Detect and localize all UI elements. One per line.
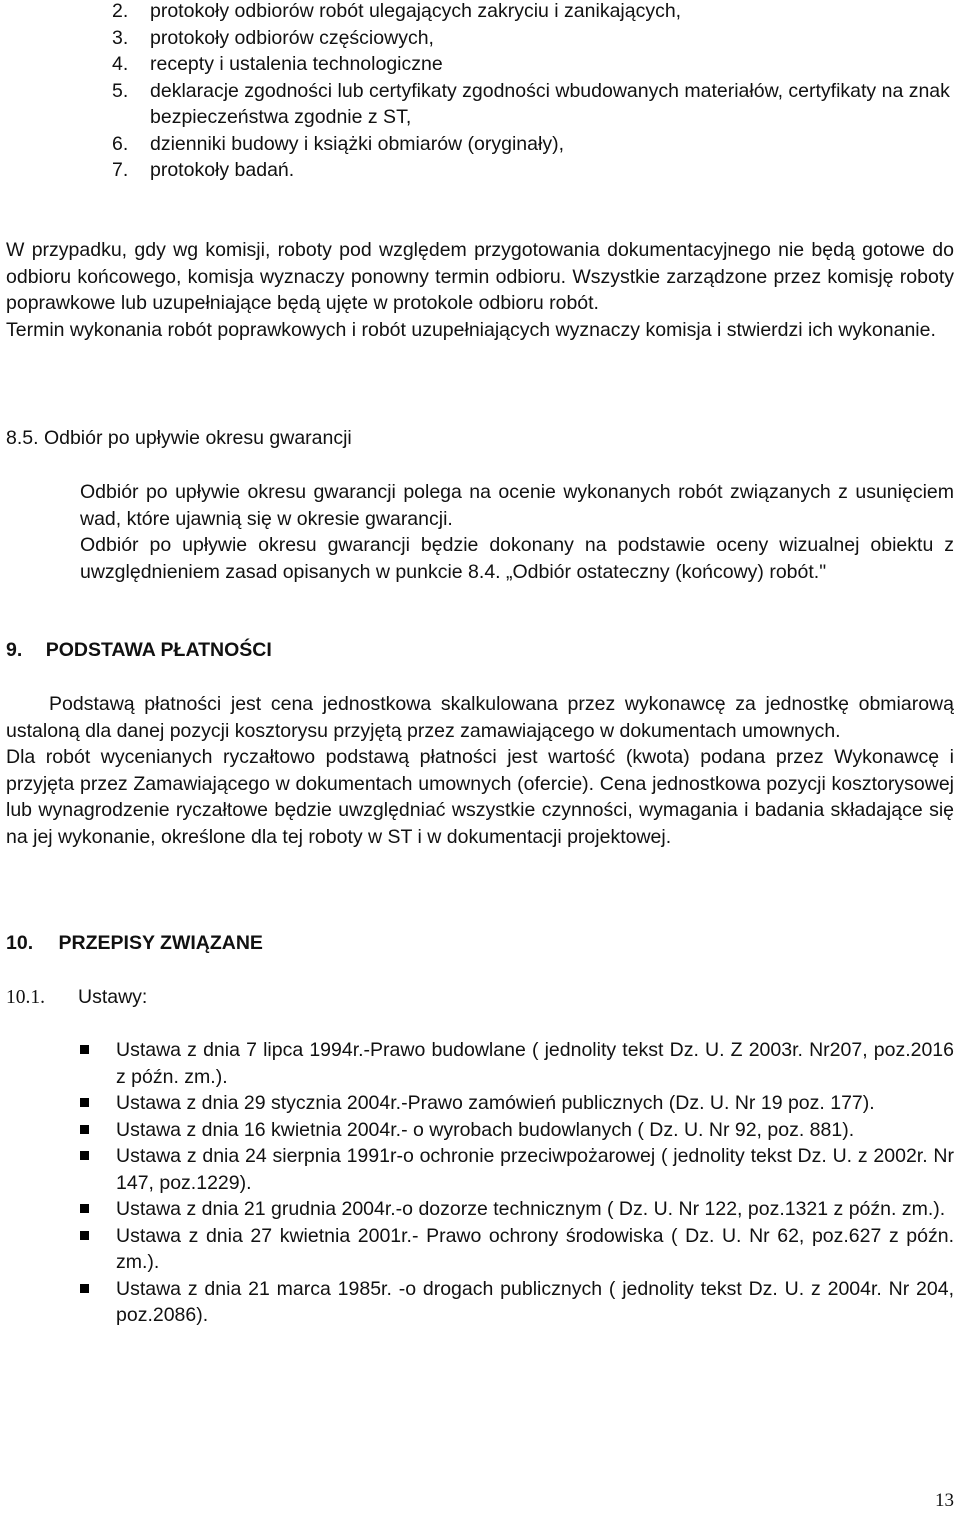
protocol-list [112,0,954,184]
subsection-heading-10-1: 10.1. Ustawy: [6,986,148,1008]
list-item: 7. protokoły badań. [112,159,295,181]
page-number: 13 [935,1490,954,1511]
paragraph-lump-sum: Dla robót wycenianych ryczałtowo podstawą płatności jest wartość (kwota) podana przez Wykonawcę i przyjęta przez Zamawiającego w dokumentach umownych (ofercie). Cena jednostkowa pozycji kosztorysowej lub wynagrodzenie ryczałtowe będzie uwzględniać wszystkie czynności, wymagania i badania składające się na jej wykonanie, określone dla tej roboty w ST i w dokumentacji projektowej. [6,746,954,848]
list-item: Ustawa z dnia 7 lipca 1994r.-Prawo budowlane ( jednolity tekst Dz. U. Z 2003r. Nr207, poz.2016 z późn. zm.). [80,1037,954,1090]
square-bullet-icon [80,1151,89,1160]
paragraph-commission: W przypadku, gdy wg komisji, roboty pod względem przygotowania dokumentacyjnego nie będą gotowe do odbioru końcowego, komisja wyznaczy ponowny termin odbioru. Wszystkie zarządzone przez komisję roboty poprawkowe lub uzupełniające będą ujęte w protokole odbioru robót. [6,239,954,314]
paragraph-deadline: Termin wykonania robót poprawkowych i robót uzupełniających wyznaczy komisja i stwierdzi ich wykonanie. [6,318,936,341]
square-bullet-icon [80,1204,89,1213]
square-bullet-icon [80,1231,89,1240]
list-item: 3. protokoły odbiorów częściowych, [112,26,434,49]
square-bullet-icon [80,1045,89,1054]
list-item: 6. dzienniki budowy i książki obmiarów (oryginały), [112,132,564,155]
commission-paragraphs [6,237,954,343]
section-heading-8-5: 8.5. Odbiór po upływie okresu gwarancji [6,427,352,449]
list-item: 2. protokoły odbiorów robót ulegających zakryciu i zanikających, [112,0,682,22]
section-8-5-body [80,479,954,585]
square-bullet-icon [80,1284,89,1293]
section-heading-10: 10. PRZEPISY ZWIĄZANE [6,932,263,954]
laws-list [80,1037,954,1329]
list-item: 5. deklaracje zgodności lub certyfikaty zgodności wbudowanych materiałów, certyfikaty na znak bezpieczeństwa zgodnie z ST, [112,79,950,128]
section-heading-9: 9. PODSTAWA PŁATNOŚCI [6,639,272,661]
section-9-body [6,691,954,850]
paragraph-warranty-2: Odbiór po upływie okresu gwarancji będzie dokonany na podstawie oceny wizualnej obiektu z uwzględnieniem zasad opisanych w punkcie 8.4. „Odbiór ostateczny (końcowy) robót." [80,534,954,583]
list-item: Ustawa z dnia 24 sierpnia 1991r-o ochronie przeciwpożarowej ( jednolity tekst Dz. U. z 2002r. Nr 147, poz.1229). [80,1143,954,1196]
list-item: Ustawa z dnia 21 grudnia 2004r.-o dozorze technicznym ( Dz. U. Nr 122, poz.1321 z późn. zm.). [80,1196,954,1223]
square-bullet-icon [80,1125,89,1134]
list-item: Ustawa z dnia 29 stycznia 2004r.-Prawo zamówień publicznych (Dz. U. Nr 19 poz. 177). [80,1090,954,1117]
list-item: 4. recepty i ustalenia technologiczne [112,53,443,75]
list-item: Ustawa z dnia 16 kwietnia 2004r.- o wyrobach budowlanych ( Dz. U. Nr 92, poz. 881). [80,1117,954,1144]
list-item: Ustawa z dnia 21 marca 1985r. -o drogach publicznych ( jednolity tekst Dz. U. z 2004r. Nr 204, poz.2086). [80,1276,954,1329]
paragraph-warranty-1: Odbiór po upływie okresu gwarancji polega na ocenie wykonanych robót związanych z usunięciem wad, które ujawnią się w okresie gwarancji. [80,481,954,530]
square-bullet-icon [80,1098,89,1107]
list-item: Ustawa z dnia 27 kwietnia 2001r.- Prawo ochrony środowiska ( Dz. U. Nr 62, poz.627 z późn. zm.). [80,1223,954,1276]
paragraph-payment-basis: Podstawą płatności jest cena jednostkowa skalkulowana przez wykonawcę za jednostkę obmiarową ustaloną dla danej pozycji kosztorysu przyjętą przez zamawiającego w dokumentach umownych. [6,693,954,742]
